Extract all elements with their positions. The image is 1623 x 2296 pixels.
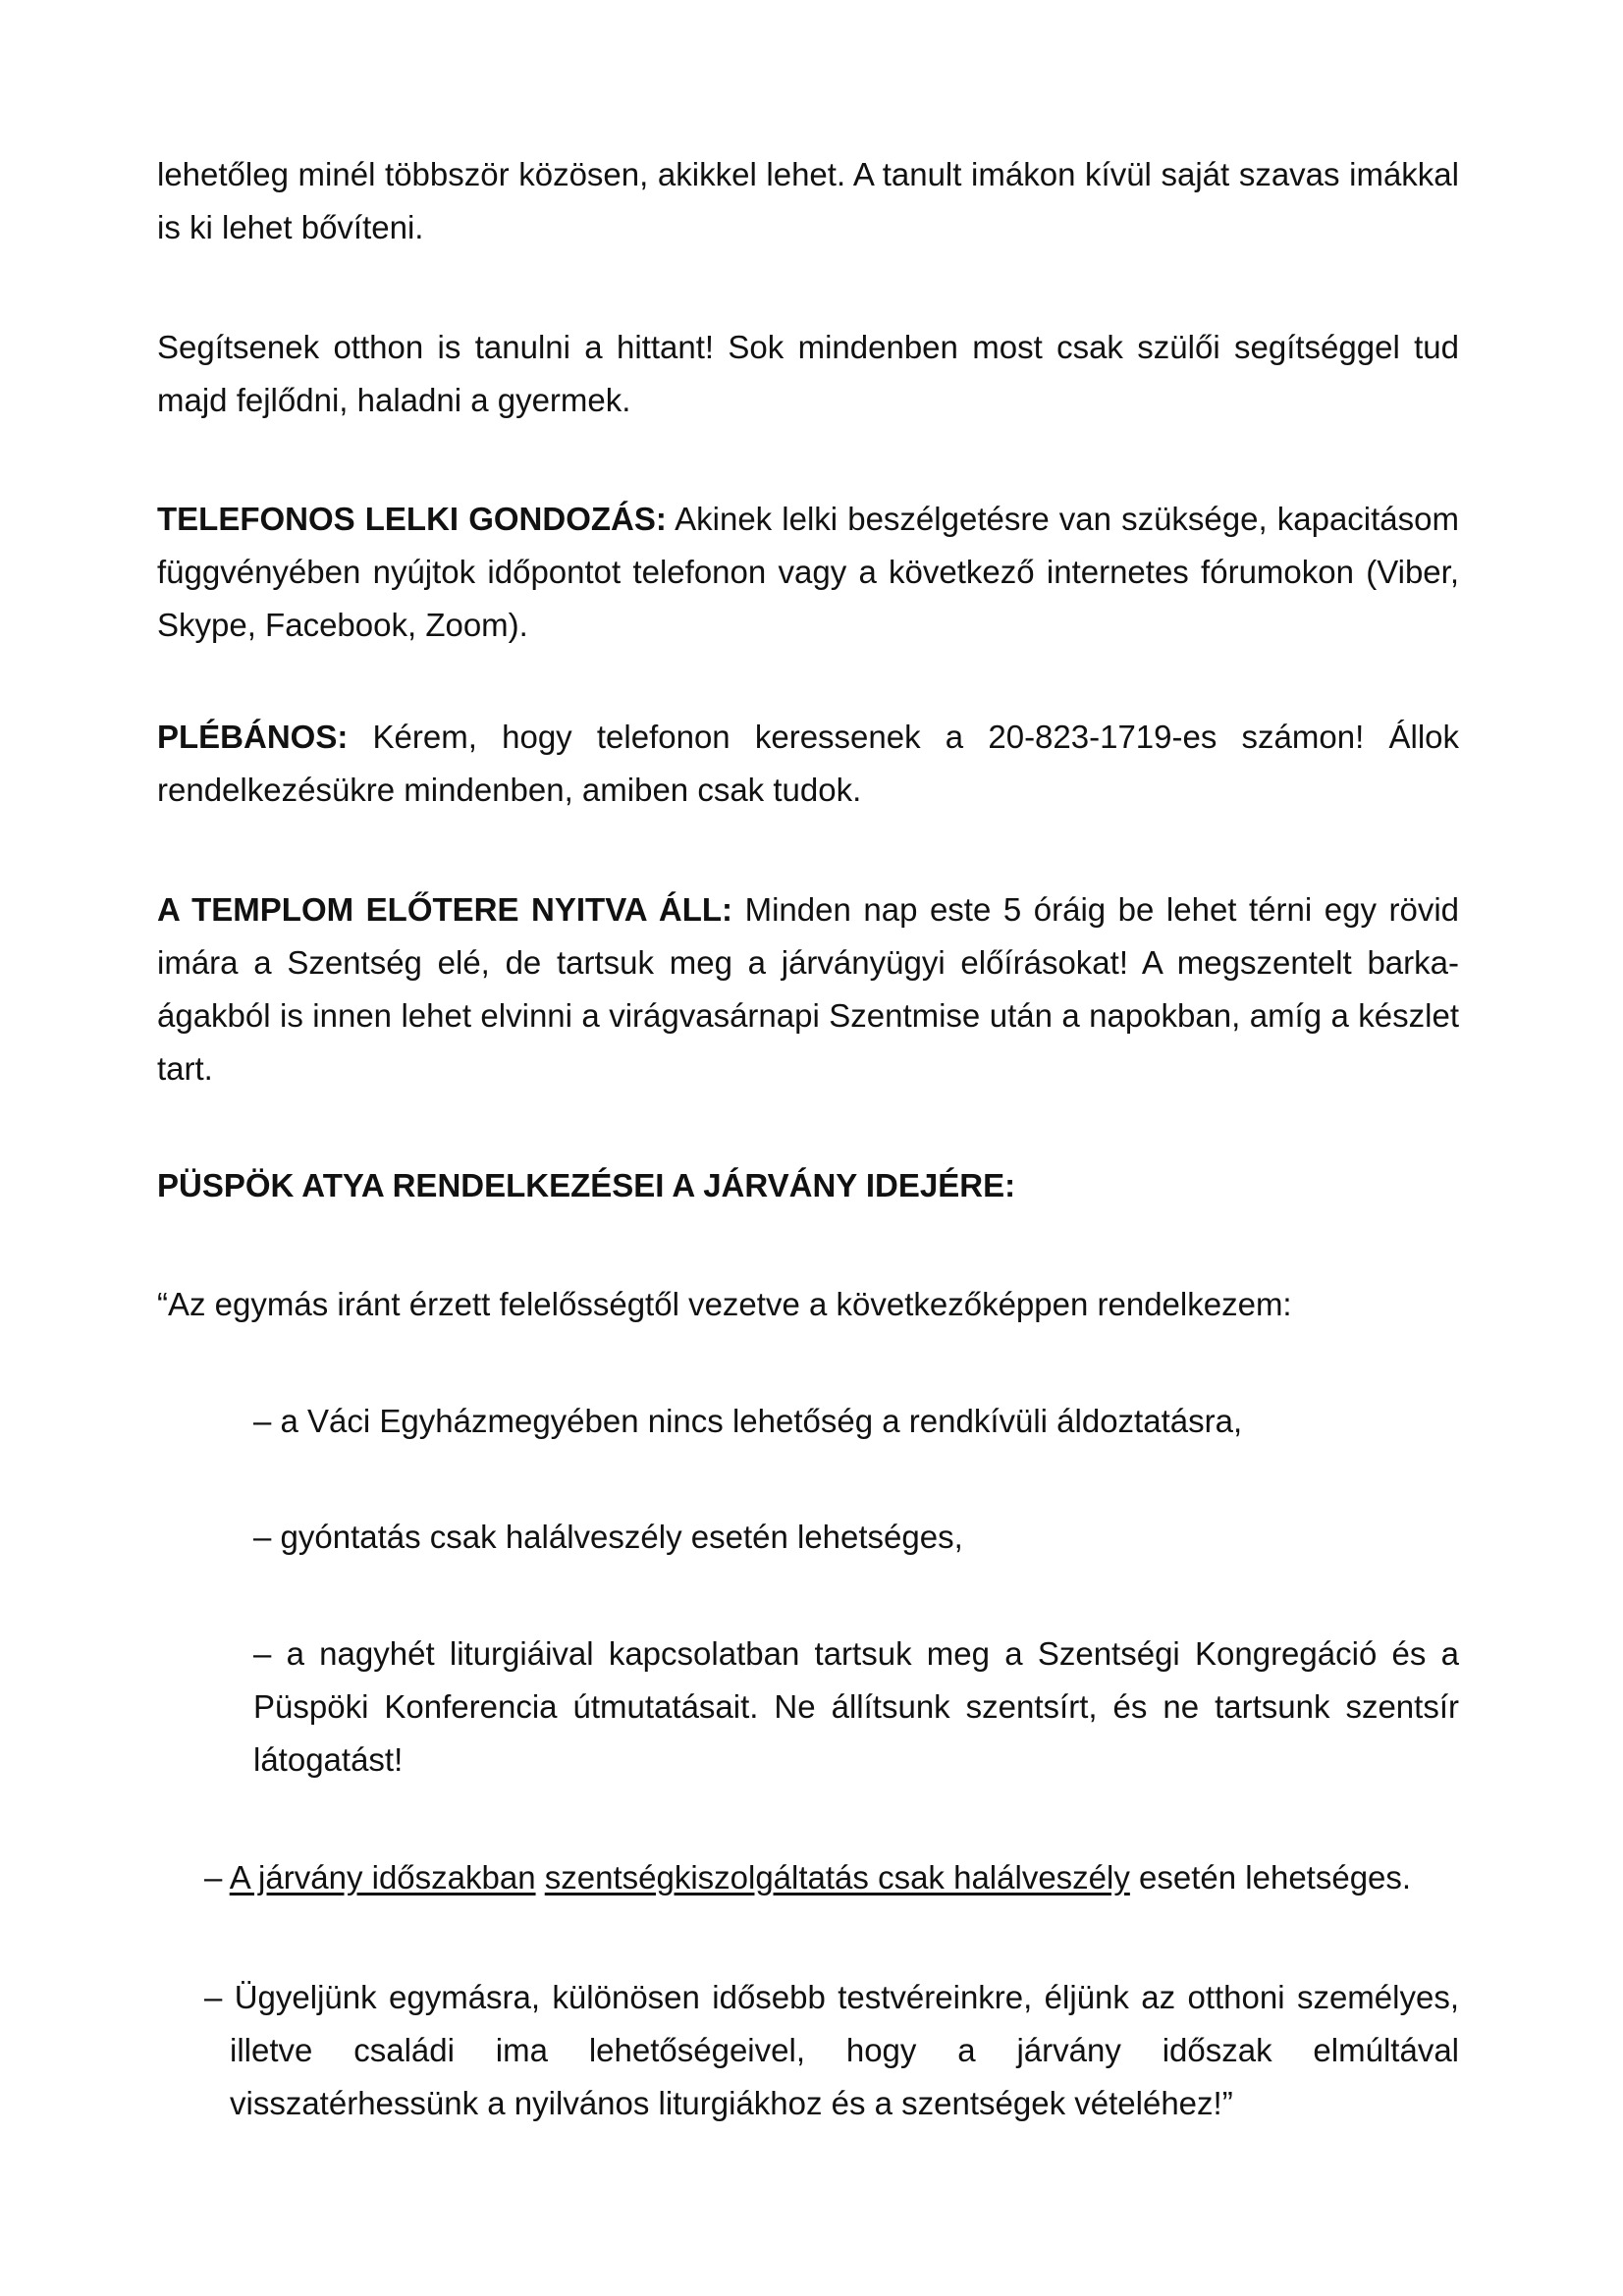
phone-care-text: Akinek lelki beszélgetésre van szüksége, kapacitásom függvényében nyújtok időpontot telefonon vagy a következő internetes fórumokon (Viber, Skype, Facebook, Zoom).: [157, 501, 1460, 643]
paragraph-church-open: [157, 883, 1459, 1095]
hyperlink-epidemic-period[interactable]: A járvány időszakban: [229, 1859, 536, 1896]
regulation-item-sacraments: [204, 1851, 1459, 1904]
regulation-item-holy-week: – a nagyhét liturgiáival kapcsolatban tartsuk meg a Szentségi Kongregáció és a Püspöki Konferencia útmutatásait. Ne állítsunk szentsírt, és ne tartsunk szentsír látogatást!: [253, 1635, 1459, 1778]
regulation-item-confession: – gyóntatás csak halálveszély esetén lehetséges,: [253, 1519, 963, 1555]
section-heading-church-open: A TEMPLOM ELŐTERE NYITVA ÁLL:: [157, 891, 733, 928]
regulation-item-care-for-each-other: – Ügyeljünk egymásra, különösen idősebb testvéreinkre, éljünk az otthoni személyes, illetve családi ima lehetőségeivel, hogy a járvány időszak elmúltával visszatérhessünk a nyilvános liturgiákhoz és a szentségek vételéhez!”: [204, 1979, 1459, 2121]
parish-priest-text: Kérem, hogy telefonon keressenek a 20-823-1719-es számon! Állok rendelkezésükre mindenben, amiben csak tudok.: [157, 719, 1459, 808]
regulation-item-communion: – a Váci Egyházmegyében nincs lehetőség a rendkívüli áldoztatásra,: [253, 1403, 1243, 1439]
paragraph-home-catechesis: Segítsenek otthon is tanulni a hittant! Sok mindenben most csak szülői segítséggel tud majd fejlődni, haladni a gyermek.: [157, 329, 1459, 418]
section-heading-parish-priest: PLÉBÁNOS:: [157, 719, 349, 755]
section-heading-phone-care: TELEFONOS LELKI GONDOZÁS:: [157, 501, 667, 537]
paragraph-phone-pastoral-care: [157, 493, 1459, 652]
hyperlink-sacrament-administration[interactable]: szentségkiszolgáltatás csak halálveszély: [544, 1859, 1130, 1896]
regulation-sacraments-rest: esetén lehetséges.: [1129, 1859, 1412, 1896]
paragraph-parish-priest: [157, 711, 1459, 817]
quote-introduction: “Az egymás iránt érzett felelősségtől vezetve a következőképpen rendelkezem:: [157, 1286, 1292, 1322]
regulation-dash: –: [204, 1859, 230, 1896]
paragraph-prayer-continuation: lehetőleg minél többször közösen, akikkel lehet. A tanult imákon kívül saját szavas imákkal is ki lehet bővíteni.: [157, 156, 1459, 245]
church-open-text: Minden nap este 5 óráig be lehet térni egy rövid imára a Szentség elé, de tartsuk meg a járványügyi előírásokat! A megszentelt barka-ágakból is innen lehet elvinni a virágvasárnapi Szentmise után a napokban, amíg a készlet tart.: [157, 891, 1460, 1087]
link-separator: [536, 1859, 545, 1896]
section-heading-bishop-regulations: PÜSPÖK ATYA RENDELKEZÉSEI A JÁRVÁNY IDEJÉRE:: [157, 1167, 1016, 1203]
